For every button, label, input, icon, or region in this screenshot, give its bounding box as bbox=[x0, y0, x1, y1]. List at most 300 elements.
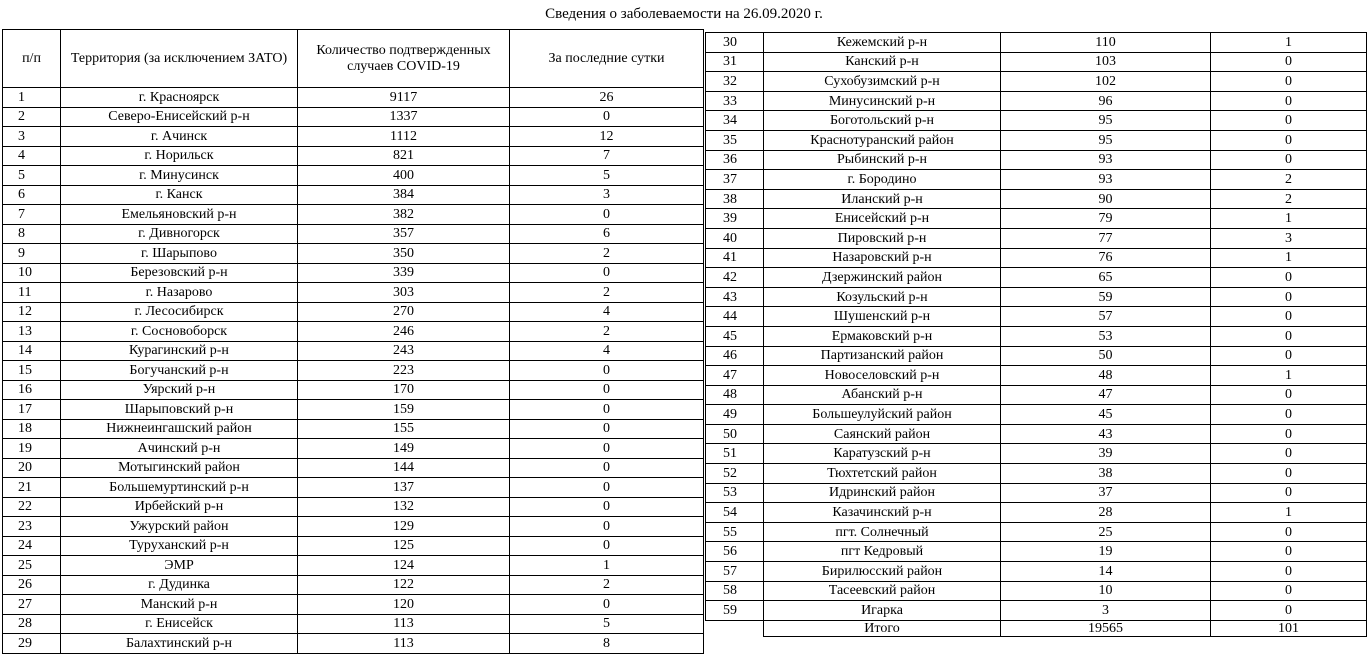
total-row bbox=[706, 620, 1367, 636]
table-row bbox=[706, 189, 1367, 209]
total-blank-cell bbox=[706, 620, 764, 636]
cases-cell: 77 bbox=[1001, 228, 1211, 248]
last-day-cell: 0 bbox=[1211, 130, 1367, 150]
territory-cell: Абанский р-н bbox=[764, 385, 1001, 405]
last-day-cell: 0 bbox=[510, 536, 704, 556]
row-num: 20 bbox=[3, 458, 61, 478]
table-row bbox=[3, 497, 704, 517]
last-day-cell: 0 bbox=[510, 380, 704, 400]
table-header-row bbox=[3, 30, 704, 88]
cases-cell: 144 bbox=[298, 458, 510, 478]
territory-cell: Березовский р-н bbox=[61, 263, 298, 283]
last-day-cell: 0 bbox=[510, 458, 704, 478]
total-last-day: 101 bbox=[1211, 620, 1367, 636]
territory-cell: г. Ачинск bbox=[61, 127, 298, 147]
territory-cell: Бирилюсский район bbox=[764, 562, 1001, 582]
cases-cell: 19 bbox=[1001, 542, 1211, 562]
territory-cell: г. Бородино bbox=[764, 170, 1001, 190]
row-num: 15 bbox=[3, 361, 61, 381]
cases-cell: 3 bbox=[1001, 601, 1211, 621]
last-day-cell: 2 bbox=[510, 322, 704, 342]
table-row bbox=[3, 88, 704, 108]
territory-cell: Боготольский р-н bbox=[764, 111, 1001, 131]
table-row bbox=[706, 130, 1367, 150]
table-row bbox=[706, 562, 1367, 582]
territory-cell: Канский р-н bbox=[764, 52, 1001, 72]
territory-cell: Ачинский р-н bbox=[61, 439, 298, 459]
table-row bbox=[706, 385, 1367, 405]
row-num: 42 bbox=[706, 268, 764, 288]
territory-cell: Манский р-н bbox=[61, 595, 298, 615]
cases-cell: 45 bbox=[1001, 405, 1211, 425]
row-num: 27 bbox=[3, 595, 61, 615]
row-num: 7 bbox=[3, 205, 61, 225]
last-day-cell: 0 bbox=[510, 107, 704, 127]
last-day-cell: 2 bbox=[1211, 170, 1367, 190]
table-row bbox=[3, 575, 704, 595]
cases-cell: 821 bbox=[298, 146, 510, 166]
table-row bbox=[3, 517, 704, 537]
table-row bbox=[706, 248, 1367, 268]
row-num: 54 bbox=[706, 503, 764, 523]
table-row bbox=[3, 283, 704, 303]
row-num: 16 bbox=[3, 380, 61, 400]
table-row bbox=[3, 380, 704, 400]
territory-cell: Ермаковский р-н bbox=[764, 326, 1001, 346]
territory-cell: Северо-Енисейский р-н bbox=[61, 107, 298, 127]
territory-cell: Балахтинский р-н bbox=[61, 634, 298, 654]
table-row bbox=[3, 361, 704, 381]
last-day-cell: 0 bbox=[1211, 326, 1367, 346]
last-day-cell: 0 bbox=[510, 205, 704, 225]
last-day-cell: 0 bbox=[1211, 72, 1367, 92]
territory-cell: г. Дивногорск bbox=[61, 224, 298, 244]
cases-cell: 137 bbox=[298, 478, 510, 498]
territory-cell: г. Канск bbox=[61, 185, 298, 205]
table-row bbox=[3, 400, 704, 420]
last-day-cell: 0 bbox=[1211, 150, 1367, 170]
row-num: 38 bbox=[706, 189, 764, 209]
last-day-cell: 0 bbox=[1211, 307, 1367, 327]
row-num: 59 bbox=[706, 601, 764, 621]
table-row bbox=[3, 595, 704, 615]
territory-cell: Дзержинский район bbox=[764, 268, 1001, 288]
territory-cell: г. Сосновоборск bbox=[61, 322, 298, 342]
row-num: 48 bbox=[706, 385, 764, 405]
cases-cell: 113 bbox=[298, 634, 510, 654]
table-row bbox=[706, 483, 1367, 503]
territory-cell: г. Шарыпово bbox=[61, 244, 298, 264]
last-day-cell: 0 bbox=[1211, 522, 1367, 542]
row-num: 5 bbox=[3, 166, 61, 186]
cases-cell: 79 bbox=[1001, 209, 1211, 229]
table-row bbox=[706, 111, 1367, 131]
table-row bbox=[3, 166, 704, 186]
cases-cell: 96 bbox=[1001, 91, 1211, 111]
territory-cell: Тасеевский район bbox=[764, 581, 1001, 601]
last-day-cell: 2 bbox=[510, 283, 704, 303]
cases-cell: 9117 bbox=[298, 88, 510, 108]
cases-cell: 59 bbox=[1001, 287, 1211, 307]
table-row bbox=[3, 614, 704, 634]
cases-cell: 90 bbox=[1001, 189, 1211, 209]
territory-cell: ЭМР bbox=[61, 556, 298, 576]
table-row bbox=[3, 341, 704, 361]
table-row bbox=[3, 205, 704, 225]
total-label: Итого bbox=[764, 620, 1001, 636]
cases-cell: 28 bbox=[1001, 503, 1211, 523]
table-row bbox=[706, 601, 1367, 621]
territory-cell: Емельяновский р-н bbox=[61, 205, 298, 225]
cases-cell: 48 bbox=[1001, 366, 1211, 386]
cases-cell: 382 bbox=[298, 205, 510, 225]
territory-cell: пгт. Солнечный bbox=[764, 522, 1001, 542]
territory-cell: Нижнеингашский район bbox=[61, 419, 298, 439]
cases-cell: 93 bbox=[1001, 170, 1211, 190]
last-day-cell: 2 bbox=[1211, 189, 1367, 209]
morbidity-table-right bbox=[705, 32, 1367, 637]
last-day-cell: 0 bbox=[1211, 52, 1367, 72]
last-day-cell: 1 bbox=[1211, 209, 1367, 229]
territory-cell: г. Красноярск bbox=[61, 88, 298, 108]
territory-cell: Пировский р-н bbox=[764, 228, 1001, 248]
territory-cell: Минусинский р-н bbox=[764, 91, 1001, 111]
territory-cell: Назаровский р-н bbox=[764, 248, 1001, 268]
last-day-cell: 0 bbox=[1211, 483, 1367, 503]
table-row bbox=[3, 263, 704, 283]
last-day-cell: 5 bbox=[510, 614, 704, 634]
row-num: 51 bbox=[706, 444, 764, 464]
row-num: 3 bbox=[3, 127, 61, 147]
territory-cell: Сухобузимский р-н bbox=[764, 72, 1001, 92]
cases-cell: 14 bbox=[1001, 562, 1211, 582]
row-num: 9 bbox=[3, 244, 61, 264]
row-num: 8 bbox=[3, 224, 61, 244]
row-num: 29 bbox=[3, 634, 61, 654]
row-num: 22 bbox=[3, 497, 61, 517]
last-day-cell: 0 bbox=[1211, 464, 1367, 484]
row-num: 36 bbox=[706, 150, 764, 170]
row-num: 12 bbox=[3, 302, 61, 322]
cases-cell: 50 bbox=[1001, 346, 1211, 366]
table-row bbox=[3, 478, 704, 498]
territory-cell: Курагинский р-н bbox=[61, 341, 298, 361]
last-day-cell: 0 bbox=[1211, 287, 1367, 307]
cases-cell: 400 bbox=[298, 166, 510, 186]
cases-cell: 47 bbox=[1001, 385, 1211, 405]
last-day-cell: 3 bbox=[510, 185, 704, 205]
territory-cell: г. Дудинка bbox=[61, 575, 298, 595]
table-row bbox=[706, 424, 1367, 444]
last-day-cell: 0 bbox=[1211, 268, 1367, 288]
cases-cell: 102 bbox=[1001, 72, 1211, 92]
cases-cell: 113 bbox=[298, 614, 510, 634]
cases-cell: 357 bbox=[298, 224, 510, 244]
cases-cell: 125 bbox=[298, 536, 510, 556]
cases-cell: 38 bbox=[1001, 464, 1211, 484]
cases-cell: 103 bbox=[1001, 52, 1211, 72]
table-row bbox=[3, 244, 704, 264]
last-day-cell: 7 bbox=[510, 146, 704, 166]
row-num: 41 bbox=[706, 248, 764, 268]
last-day-cell: 2 bbox=[510, 575, 704, 595]
table-row bbox=[3, 107, 704, 127]
last-day-cell: 0 bbox=[1211, 424, 1367, 444]
header-last-day: За последние сутки bbox=[510, 30, 704, 88]
cases-cell: 246 bbox=[298, 322, 510, 342]
row-num: 56 bbox=[706, 542, 764, 562]
table-row bbox=[3, 556, 704, 576]
cases-cell: 39 bbox=[1001, 444, 1211, 464]
territory-cell: Туруханский р-н bbox=[61, 536, 298, 556]
cases-cell: 43 bbox=[1001, 424, 1211, 444]
cases-cell: 120 bbox=[298, 595, 510, 615]
territory-cell: Идринский район bbox=[764, 483, 1001, 503]
cases-cell: 95 bbox=[1001, 130, 1211, 150]
territory-cell: г. Норильск bbox=[61, 146, 298, 166]
last-day-cell: 0 bbox=[510, 595, 704, 615]
cases-cell: 57 bbox=[1001, 307, 1211, 327]
row-num: 50 bbox=[706, 424, 764, 444]
table-row bbox=[706, 33, 1367, 53]
last-day-cell: 4 bbox=[510, 302, 704, 322]
row-num: 11 bbox=[3, 283, 61, 303]
last-day-cell: 0 bbox=[1211, 405, 1367, 425]
row-num: 47 bbox=[706, 366, 764, 386]
last-day-cell: 0 bbox=[510, 361, 704, 381]
last-day-cell: 1 bbox=[1211, 503, 1367, 523]
territory-cell: Козульский р-н bbox=[764, 287, 1001, 307]
table-row bbox=[706, 52, 1367, 72]
cases-cell: 129 bbox=[298, 517, 510, 537]
table-row bbox=[706, 91, 1367, 111]
last-day-cell: 0 bbox=[510, 400, 704, 420]
cases-cell: 149 bbox=[298, 439, 510, 459]
territory-cell: Рыбинский р-н bbox=[764, 150, 1001, 170]
cases-cell: 339 bbox=[298, 263, 510, 283]
last-day-cell: 1 bbox=[1211, 33, 1367, 53]
cases-cell: 110 bbox=[1001, 33, 1211, 53]
territory-cell: Кежемский р-н bbox=[764, 33, 1001, 53]
territory-cell: Партизанский район bbox=[764, 346, 1001, 366]
territory-cell: г. Лесосибирск bbox=[61, 302, 298, 322]
last-day-cell: 4 bbox=[510, 341, 704, 361]
row-num: 17 bbox=[3, 400, 61, 420]
row-num: 2 bbox=[3, 107, 61, 127]
row-num: 31 bbox=[706, 52, 764, 72]
cases-cell: 132 bbox=[298, 497, 510, 517]
territory-cell: Каратузский р-н bbox=[764, 444, 1001, 464]
row-num: 18 bbox=[3, 419, 61, 439]
territory-cell: Казачинский р-н bbox=[764, 503, 1001, 523]
row-num: 1 bbox=[3, 88, 61, 108]
table-row bbox=[3, 439, 704, 459]
last-day-cell: 3 bbox=[1211, 228, 1367, 248]
territory-cell: г. Минусинск bbox=[61, 166, 298, 186]
row-num: 21 bbox=[3, 478, 61, 498]
last-day-cell: 0 bbox=[1211, 562, 1367, 582]
cases-cell: 223 bbox=[298, 361, 510, 381]
cases-cell: 159 bbox=[298, 400, 510, 420]
table-row bbox=[3, 322, 704, 342]
table-row bbox=[706, 346, 1367, 366]
territory-cell: г. Назарово bbox=[61, 283, 298, 303]
territory-cell: Иланский р-н bbox=[764, 189, 1001, 209]
header-cases: Количество подтвержденных случаев COVID-19 bbox=[298, 30, 510, 88]
table-row bbox=[706, 287, 1367, 307]
territory-cell: пгт Кедровый bbox=[764, 542, 1001, 562]
last-day-cell: 0 bbox=[1211, 601, 1367, 621]
territory-cell: Саянский район bbox=[764, 424, 1001, 444]
territory-cell: Шарыповский р-н bbox=[61, 400, 298, 420]
row-num: 34 bbox=[706, 111, 764, 131]
row-num: 26 bbox=[3, 575, 61, 595]
table-row bbox=[706, 503, 1367, 523]
row-num: 39 bbox=[706, 209, 764, 229]
row-num: 32 bbox=[706, 72, 764, 92]
last-day-cell: 8 bbox=[510, 634, 704, 654]
territory-cell: Шушенский р-н bbox=[764, 307, 1001, 327]
row-num: 25 bbox=[3, 556, 61, 576]
last-day-cell: 0 bbox=[510, 439, 704, 459]
cases-cell: 37 bbox=[1001, 483, 1211, 503]
cases-cell: 65 bbox=[1001, 268, 1211, 288]
territory-cell: Уярский р-н bbox=[61, 380, 298, 400]
last-day-cell: 0 bbox=[510, 478, 704, 498]
row-num: 53 bbox=[706, 483, 764, 503]
last-day-cell: 1 bbox=[510, 556, 704, 576]
last-day-cell: 1 bbox=[1211, 248, 1367, 268]
row-num: 10 bbox=[3, 263, 61, 283]
row-num: 45 bbox=[706, 326, 764, 346]
row-num: 33 bbox=[706, 91, 764, 111]
last-day-cell: 12 bbox=[510, 127, 704, 147]
table-row bbox=[706, 307, 1367, 327]
last-day-cell: 0 bbox=[1211, 444, 1367, 464]
table-row bbox=[706, 150, 1367, 170]
cases-cell: 93 bbox=[1001, 150, 1211, 170]
table-row bbox=[3, 536, 704, 556]
territory-cell: Богучанский р-н bbox=[61, 361, 298, 381]
table-row bbox=[706, 542, 1367, 562]
row-num: 44 bbox=[706, 307, 764, 327]
table-row bbox=[3, 224, 704, 244]
row-num: 49 bbox=[706, 405, 764, 425]
cases-cell: 1112 bbox=[298, 127, 510, 147]
territory-cell: Ужурский район bbox=[61, 517, 298, 537]
row-num: 23 bbox=[3, 517, 61, 537]
last-day-cell: 0 bbox=[510, 419, 704, 439]
table-row bbox=[706, 366, 1367, 386]
row-num: 58 bbox=[706, 581, 764, 601]
territory-cell: Тюхтетский район bbox=[764, 464, 1001, 484]
cases-cell: 243 bbox=[298, 341, 510, 361]
row-num: 55 bbox=[706, 522, 764, 542]
header-territory: Территория (за исключением ЗАТО) bbox=[61, 30, 298, 88]
last-day-cell: 0 bbox=[510, 517, 704, 537]
row-num: 40 bbox=[706, 228, 764, 248]
row-num: 35 bbox=[706, 130, 764, 150]
header-num: п/п bbox=[3, 30, 61, 88]
cases-cell: 53 bbox=[1001, 326, 1211, 346]
row-num: 57 bbox=[706, 562, 764, 582]
row-num: 30 bbox=[706, 33, 764, 53]
table-row bbox=[706, 522, 1367, 542]
table-row bbox=[706, 444, 1367, 464]
cases-cell: 76 bbox=[1001, 248, 1211, 268]
table-row bbox=[3, 458, 704, 478]
cases-cell: 303 bbox=[298, 283, 510, 303]
territory-cell: Енисейский р-н bbox=[764, 209, 1001, 229]
total-cases: 19565 bbox=[1001, 620, 1211, 636]
territory-cell: Большемуртинский р-н bbox=[61, 478, 298, 498]
cases-cell: 1337 bbox=[298, 107, 510, 127]
cases-cell: 95 bbox=[1001, 111, 1211, 131]
row-num: 28 bbox=[3, 614, 61, 634]
last-day-cell: 0 bbox=[510, 263, 704, 283]
territory-cell: Большеулуйский район bbox=[764, 405, 1001, 425]
territory-cell: Мотыгинский район bbox=[61, 458, 298, 478]
table-row bbox=[706, 405, 1367, 425]
cases-cell: 155 bbox=[298, 419, 510, 439]
last-day-cell: 5 bbox=[510, 166, 704, 186]
table-row bbox=[3, 634, 704, 654]
table-row bbox=[706, 72, 1367, 92]
cases-cell: 122 bbox=[298, 575, 510, 595]
table-row bbox=[3, 185, 704, 205]
last-day-cell: 0 bbox=[510, 497, 704, 517]
territory-cell: г. Енисейск bbox=[61, 614, 298, 634]
table-row bbox=[3, 302, 704, 322]
table-row bbox=[706, 464, 1367, 484]
territory-cell: Ирбейский р-н bbox=[61, 497, 298, 517]
table-row bbox=[706, 581, 1367, 601]
table-row bbox=[3, 419, 704, 439]
territory-cell: Игарка bbox=[764, 601, 1001, 621]
cases-cell: 270 bbox=[298, 302, 510, 322]
last-day-cell: 1 bbox=[1211, 366, 1367, 386]
table-row bbox=[706, 209, 1367, 229]
table-row bbox=[3, 127, 704, 147]
row-num: 6 bbox=[3, 185, 61, 205]
cases-cell: 170 bbox=[298, 380, 510, 400]
last-day-cell: 0 bbox=[1211, 346, 1367, 366]
page-title: Сведения о заболеваемости на 26.09.2020 г. bbox=[545, 6, 823, 22]
table-row bbox=[3, 146, 704, 166]
row-num: 37 bbox=[706, 170, 764, 190]
row-num: 19 bbox=[3, 439, 61, 459]
territory-cell: Краснотуранский район bbox=[764, 130, 1001, 150]
last-day-cell: 0 bbox=[1211, 581, 1367, 601]
row-num: 52 bbox=[706, 464, 764, 484]
table-row bbox=[706, 170, 1367, 190]
table-row bbox=[706, 228, 1367, 248]
last-day-cell: 0 bbox=[1211, 91, 1367, 111]
table-row bbox=[706, 268, 1367, 288]
cases-cell: 10 bbox=[1001, 581, 1211, 601]
row-num: 24 bbox=[3, 536, 61, 556]
cases-cell: 25 bbox=[1001, 522, 1211, 542]
territory-cell: Новоселовский р-н bbox=[764, 366, 1001, 386]
row-num: 4 bbox=[3, 146, 61, 166]
cases-cell: 384 bbox=[298, 185, 510, 205]
row-num: 13 bbox=[3, 322, 61, 342]
last-day-cell: 0 bbox=[1211, 111, 1367, 131]
row-num: 46 bbox=[706, 346, 764, 366]
row-num: 43 bbox=[706, 287, 764, 307]
last-day-cell: 2 bbox=[510, 244, 704, 264]
last-day-cell: 26 bbox=[510, 88, 704, 108]
